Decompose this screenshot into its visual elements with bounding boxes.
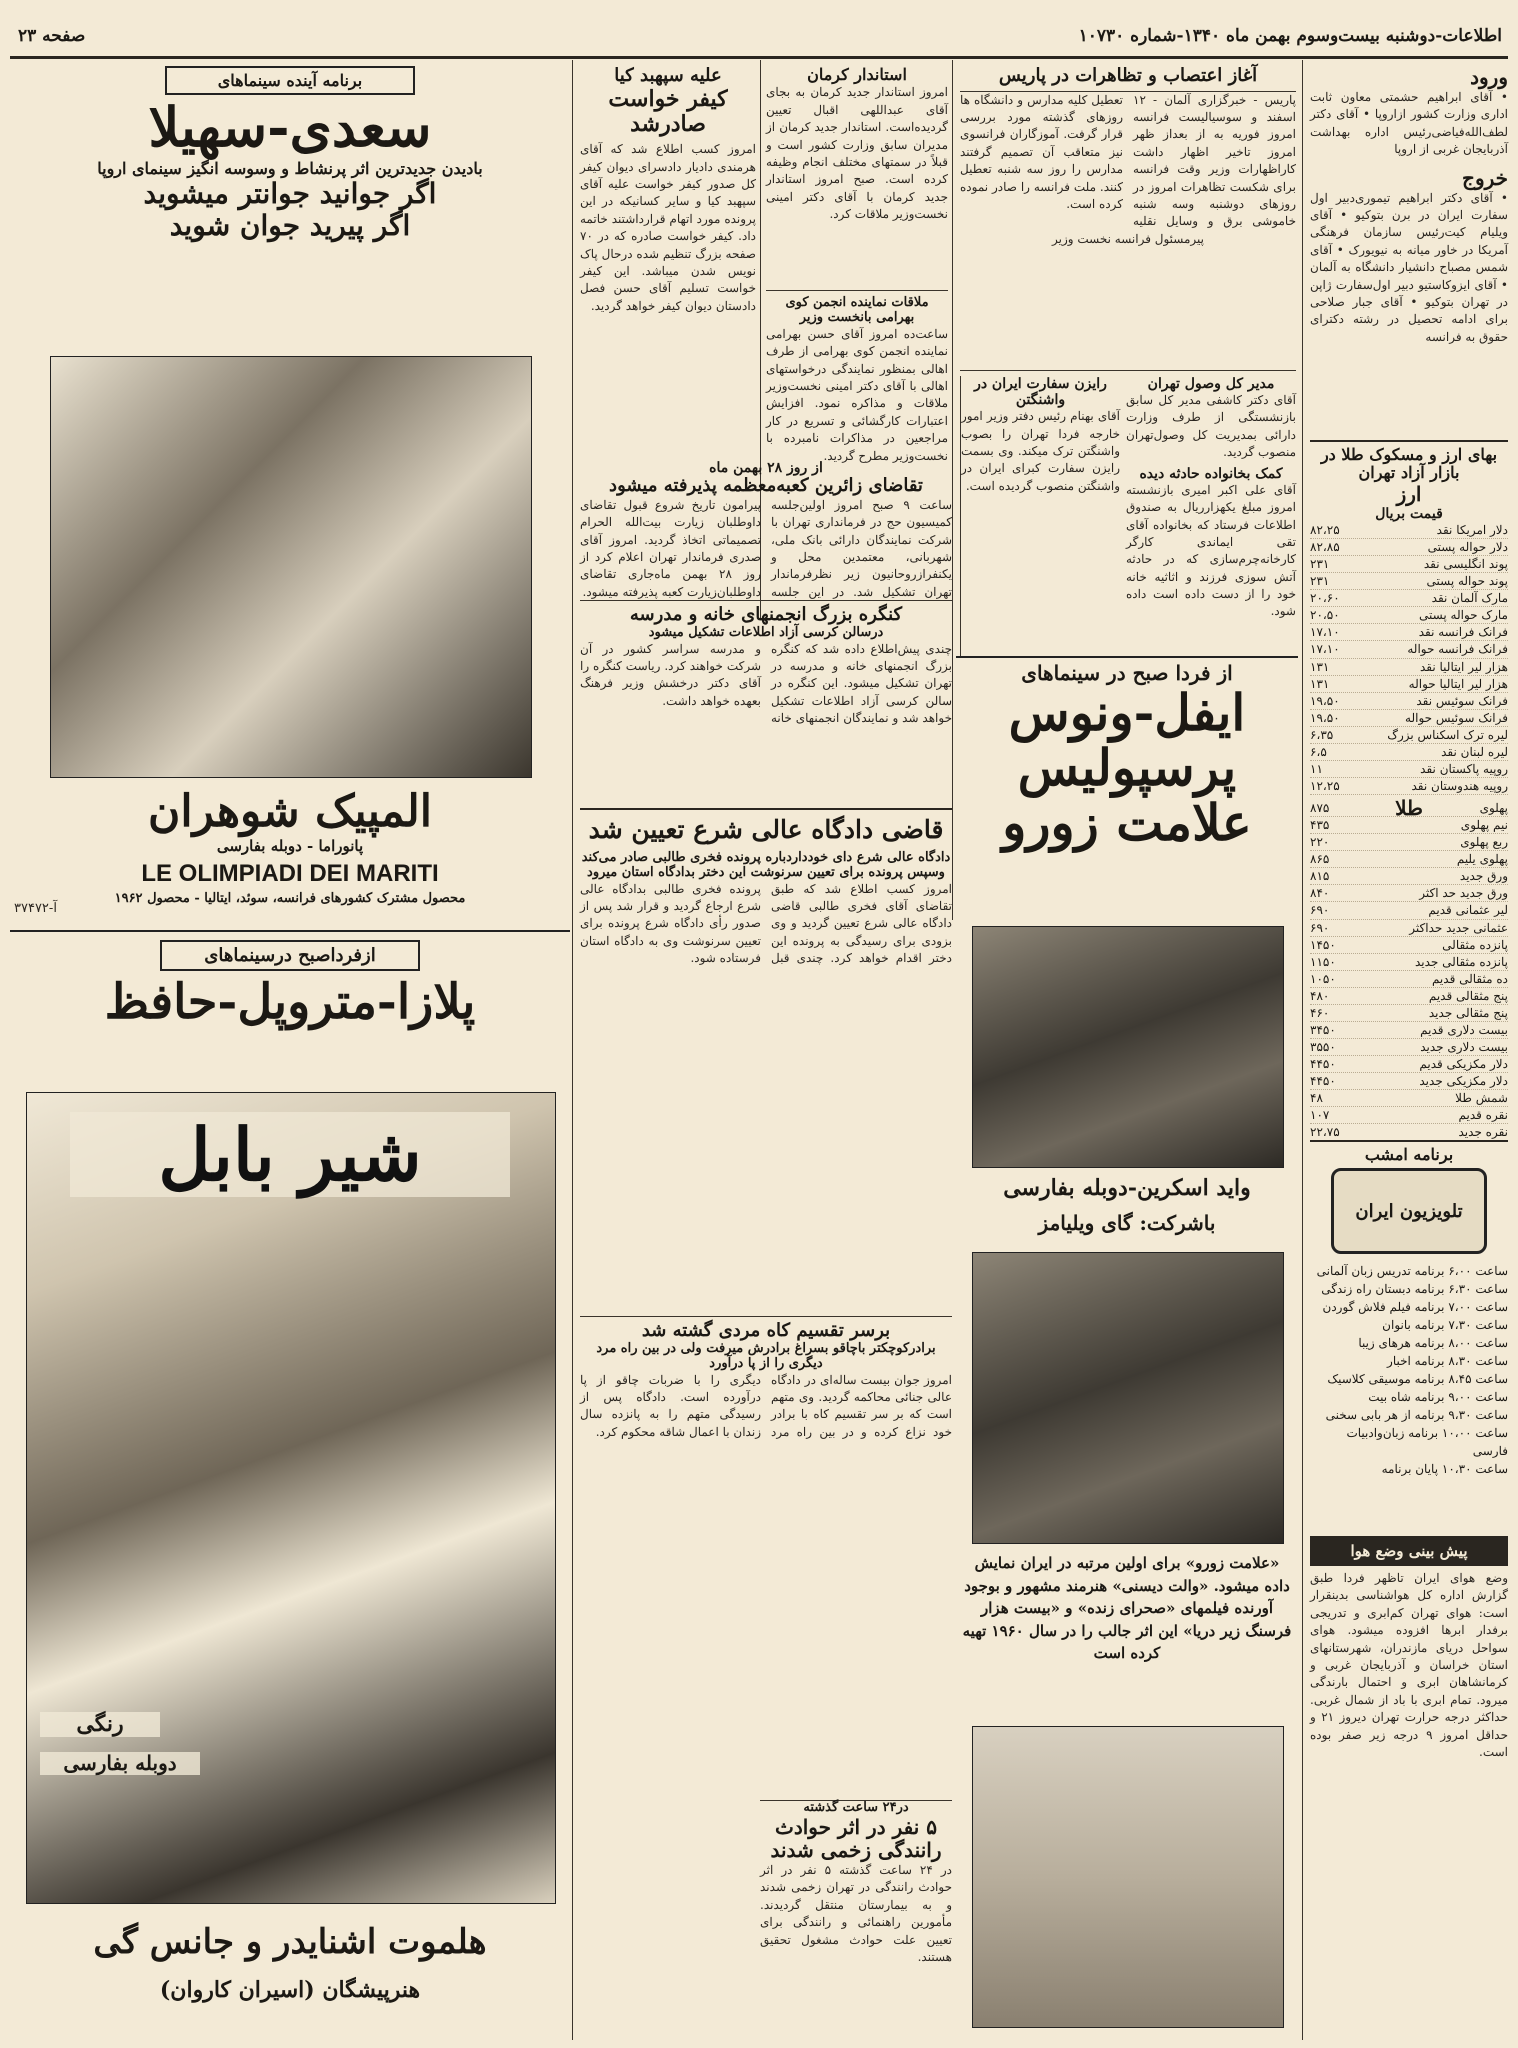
rate-value: ۱۰۷	[1310, 1108, 1330, 1123]
masthead-date-issue: اطلاعات-دوشنبه بیست‌وسوم بهمن ماه ۱۳۴۰-شماره ۱۰۷۳۰	[1078, 26, 1502, 46]
congress-subheadline: درسالن کرسی آزاد اطلاعات تشکیل میشود	[648, 624, 884, 640]
masthead-rule	[10, 56, 1508, 59]
column-divider	[572, 60, 573, 2040]
rate-row	[1310, 1039, 1508, 1056]
rate-row	[1310, 834, 1508, 851]
rate-row	[1310, 1124, 1508, 1141]
zorro-title: علامت زورو	[1002, 793, 1252, 852]
rate-value: ۱۹،۵۰	[1310, 710, 1340, 725]
rate-name: فرانک فرانسه نقد	[1418, 625, 1508, 640]
rate-value: ۲۲،۷۵	[1310, 1125, 1340, 1140]
meeting-text: ساعت‌ده امروز آقای حسن بهرامی نماینده انجمن کوی بهرامی از طرف اهالی بمنظور نمایندگی درخواستهای اهالی با آقای دکتر امینی نخست‌وزیر ملاقات و مذاکره نمود. افزایش اعتبارات کارگشائی و تسریع در کار مراجعین در مذاکرات نامبرده با نخست‌وزیر مطرح گردید.	[766, 326, 948, 463]
rate-name: لیره ترک اسکناس بزرگ	[1387, 727, 1508, 742]
murder-subheadline: برادرکوچکتر باچاقو بسراغ برادرش میرفت ولی در بین راه مرد دیگری را از پا درآورد	[596, 1340, 936, 1371]
rate-name: ورق جدید حد اکثر	[1419, 886, 1508, 901]
olympiad-poster-art	[50, 356, 532, 778]
departure-heading: خروج	[1462, 165, 1508, 190]
judge-headline: قاضی دادگاه عالی شرع تعیین شد	[588, 815, 944, 844]
murder-headline: برسر تقسیم کاه مردی گشته شد	[641, 1320, 891, 1341]
babylon-header: ازفرداصبح درسینماهای	[160, 940, 420, 971]
rate-name: مارک آلمان نقد	[1431, 591, 1508, 606]
rate-value: ۲۰،۶۰	[1310, 591, 1340, 606]
judge-text: امروز کسب اطلاع شد که طبق تقاضای آقای فخری طالبی قاضی دادگاه عالی شرع تعیین گردید و وی بزودی برای رسیدگی به پرونده این دختر اقدام خواهد کرد. چندی قبل پرونده فخری طالبی بدادگاه عالی شرع ارجاع گردید و قرار شد پس از صدور رأی دادگاه شرع پرونده برای تعیین سرنوشت وی به دادگاه استان فرستاده شود.	[580, 881, 952, 966]
kia-article	[580, 66, 756, 456]
rates-unit: قیمت بریال	[1375, 505, 1443, 522]
rate-name: پانزده مثقالی	[1442, 937, 1508, 952]
tv-item: ساعت ۸،۳۰ برنامه اخبار	[1387, 1354, 1508, 1369]
rate-name: دلار حواله پستی	[1427, 539, 1508, 554]
babylon-advert	[10, 930, 570, 2036]
rate-row	[1310, 800, 1508, 817]
rate-row	[1310, 1107, 1508, 1124]
babylon-stars: هلموت اشنایدر و جانس گی	[93, 1922, 487, 1962]
accident-headline: ۵ نفر در اثر حوادث رانندگی زخمی شدند	[770, 1814, 942, 1862]
rate-value: ۳۵۵۰	[1310, 1040, 1336, 1055]
rate-row	[1310, 1056, 1508, 1073]
kerman-text: امروز استاندار جدید کرمان به بجای آقای عبداللهی اقبال تعیین گردیده‌است. استاندار جدید کرمان از مدیران سابق وزارت کشور است و قبلاً در سمتهای مختلف انجام وظیفه کرده است. صبح امروز استاندار جدید کرمان با آقای دکتر امینی نخست‌وزیر ملاقات کرد.	[766, 85, 948, 222]
accident-text: در ۲۴ ساعت گذشته ۵ نفر در اثر حوادث رانندگی در تهران زخمی شدند و به بیمارستان منتقل گردیدند. مأمورین راهنمائی و رانندگی برای تعیین علت حوادث مشغول تحقیق هستند.	[760, 1862, 952, 1964]
kia-headline: کیفر خواست صادرشد	[608, 85, 728, 137]
judge-article	[580, 808, 952, 1308]
rate-name: شمش طلا	[1455, 1091, 1508, 1106]
zorro-star: باشرکت: گای ویلیامز	[1038, 1211, 1216, 1235]
accident-kicker: در۲۴ ساعت گذشته	[803, 1800, 909, 1815]
departure-text: • آقای دکتر ابراهیم تیموری‌دبیر اول سفارت ایران در برن بتوکیو • آقای ویلیام کیت‌رئیس سازمان فرهنگی آمریکا در خاور میانه به نیویورک • آقای شمس مصباح دانشیار دانشگاه به آلمان • آقای ایزو‌کاستیو دبیر اول‌سفارت ژاپن در تهران بتوکیو • آقای جبار صلاحی برای ادامه تحصیل در رشته دکترای حقوق به فرانسه	[1310, 190, 1508, 344]
murder-text: امروز جوان بیست ساله‌ای در دادگاه عالی جنائی محاکمه گردید. وی متهم است که بر سر تقسیم کاه با برادر خود نزاع کرده و در بین راه مرد دیگری را با ضربات چاقو از پا درآورده است. دادگاه پس از رسیدگی متهم را به پانزده سال زندان با اعمال شاقه محکوم کرد.	[580, 1372, 952, 1439]
rate-row	[1310, 607, 1508, 624]
kia-text: امروز کسب اطلاع شد که آقای هرمندی دادیار دادسرای دیوان کیفر کل صدور کیفر خواست علیه آقای سپهبد کیا و سایر کسانیکه در این پرونده مورد اتهام قرارداشتند خاتمه داد. کیفر خواست صادره که در ۷۰ صفحه بزرگ تنظیم شده درحال پاک نویس شدن میباشد. این کیفر خواست تسلیم آقای حسن فصل دادستان دیوان کیفر خواهد گردید.	[580, 142, 756, 313]
tv-item: ساعت ۱۰،۳۰ پایان برنامه	[1381, 1462, 1508, 1477]
embassy-headline: رایزن سفارت ایران در واشنگتن	[974, 376, 1107, 409]
rate-name: پانزده مثقالی جدید	[1414, 954, 1508, 969]
rate-row	[1310, 1022, 1508, 1039]
rate-value: ۲۳۱	[1310, 557, 1330, 572]
rate-row	[1310, 954, 1508, 971]
rate-row	[1310, 590, 1508, 607]
tv-heading: برنامه امشب	[1364, 1145, 1454, 1164]
rate-name: بیست دلاری قدیم	[1420, 1023, 1508, 1038]
rate-row	[1310, 885, 1508, 902]
rate-value: ۱۷،۱۰	[1310, 625, 1340, 640]
rate-name: ده مثقالی قدیم	[1431, 971, 1508, 986]
help-text: آقای علی اکبر امیری بازنشسته امروز مبلغ یکهزارریال به صندوق اطلاعات فرستاد که بخانواده آقای تقی ایماندی کارگر کارخانه‌چرم‌سازی که در حادثه آتش سوزی فرزند و اثاثیه خانه خود را از دست داده است داده شود.	[1126, 482, 1296, 619]
pilgrim-date: از روز ۲۸ بهمن ماه	[709, 460, 823, 476]
rate-value: ۴۸۰	[1310, 988, 1330, 1003]
olympiad-tagline-3: اگر پیرید جوان شوید	[169, 209, 411, 243]
olympiad-cinemas: سعدی-سهیلا	[148, 95, 432, 159]
rate-row	[1310, 676, 1508, 693]
pilgrim-headline: تقاضای زائرین کعبه‌معظمه پذیرفته میشود	[609, 475, 923, 497]
rate-value: ۶،۵	[1310, 744, 1327, 759]
rate-value: ۶،۳۵	[1310, 727, 1334, 742]
zorro-advert	[956, 656, 1298, 2036]
accident-article	[760, 1800, 952, 2036]
rate-value: ۸۱۵	[1310, 869, 1330, 884]
tv-item: ساعت ۹،۳۰ برنامه از هر بابی سخنی	[1325, 1408, 1508, 1423]
rate-row	[1310, 817, 1508, 834]
meeting-headline: ملاقات نماینده انجمن کوی بهرامی بانخست وزیر	[785, 295, 929, 325]
rate-row	[1310, 988, 1508, 1005]
zorro-cinemas-line1: ایفل-ونوس	[1008, 683, 1246, 742]
tv-logo	[1331, 1168, 1487, 1254]
congress-headline: کنگره بزرگ انجمنهای خانه و مدرسه	[629, 604, 903, 625]
zorro-still-rooftop	[972, 926, 1284, 1168]
rates-subheading: ارز	[1396, 481, 1422, 506]
babylon-cast: هنرپیشگان (اسیران کاروان)	[159, 1977, 421, 2003]
rate-name: نیم پهلوی	[1460, 818, 1508, 833]
arrival-heading: ورود	[1470, 65, 1508, 89]
rate-value: ۴۶۰	[1310, 1005, 1330, 1020]
rate-name: بیست دلاری جدید	[1420, 1040, 1508, 1055]
help-headline: کمک بخانواده حادثه دیده	[1139, 465, 1283, 482]
rate-name: ورق جدید	[1459, 869, 1508, 884]
rate-row	[1310, 744, 1508, 761]
judge-subheadline: دادگاه عالی شرع دای خودداردباره پرونده فخری طالبی صادر می‌کند وسپس پرونده برای تعیین سرنوشت این دختر بدادگاه استان میرود	[581, 849, 951, 880]
paris-signoff: پیرمسئول فرانسه نخست وزیر	[1052, 231, 1204, 246]
rate-row	[1310, 659, 1508, 676]
ad-code: آ-۳۷۴۷۲	[14, 901, 57, 916]
rate-row	[1310, 556, 1508, 573]
olympiad-tagline-2: اگر جوانید جوانتر میشوید	[143, 177, 437, 211]
rate-value: ۱۲،۲۵	[1310, 779, 1340, 794]
rate-name: فرانک سوئیس نقد	[1416, 693, 1508, 708]
babylon-color: رنگی	[40, 1712, 160, 1737]
weather-box	[1310, 1536, 1508, 2036]
rate-row	[1310, 851, 1508, 868]
rate-name: پنج مثقالی جدید	[1428, 1005, 1508, 1020]
weather-text: وضع هوای ایران تاظهر فردا طبق گزارش اداره کل هواشناسی بدینقرار است: هوای تهران کم‌ابری و تدریجی برفدار ابرها افزوده میشود. هوای سواحل دریای مازندران، شهرستانهای استان خراسان و آذربایجان غربی و کرمانشاهان ابری و احتمال بارندگی میرود. تمام ابری با باد از شمال غربی. حداکثر درجه حرارت تهران دیروز ۲۱ و حداقل امروز ۹ درجه زیر صفر بوده است.	[1310, 1571, 1508, 1759]
paris-headline: آغاز اعتصاب و تظاهرات در پاریس	[960, 66, 1296, 92]
tehran-director-article	[1126, 376, 1296, 656]
rate-row	[1310, 573, 1508, 590]
rate-value: ۸۴۰	[1310, 886, 1330, 901]
arrival-text: • آقای ابراهیم حشمتی معاون ثابت اداری وزارت کشور ازاروپا • آقای دکتر لطف‌الله‌فیاضی‌رئیس اداره بهداشت آذربایجان غربی از اروپا	[1310, 90, 1508, 157]
rate-row	[1310, 710, 1508, 727]
babylon-poster-art	[26, 1092, 556, 1904]
paris-text: پاریس - خبرگزاری آلمان - ۱۲ اسفند و سوسیالیست فرانسه امروز فوریه به از بعداز ظهر امروز تاخیر اظهار داشت کاراظهارات وزیر وقت فرانسه برای شکست تظاهرات امروز در روزهای دوشنبه وسه شنبه خاموشی برق و وسایل نقلیه تعطیل کلیه مدارس و دانشگاه ها روزهای گذشته مورد بررسی قرار گرفت. آموزگاران فرانسوی نیز متعاقب آن تصمیم گرفتند مدارس را روز سه شنبه تعطیل کنند. ملت فرانسه را صادر نموده کرده است.	[960, 92, 1296, 229]
column-divider	[1302, 60, 1303, 2040]
rate-name: پهلوی	[1479, 801, 1508, 815]
rates-heading: بهای ارز و مسکوک طلا در بازار آزاد تهران	[1320, 445, 1498, 483]
olympiad-footer: محصول مشترک کشورهای فرانسه، سوئد، ایتالیا - محصول ۱۹۶۲	[114, 891, 466, 906]
rate-name: هزار لیر ایتالیا نقد	[1419, 659, 1508, 674]
rate-name: عثمانی جدید حداکثر	[1409, 920, 1508, 935]
rate-value: ۴۸	[1310, 1091, 1323, 1106]
weather-heading: پیش بینی وضع هوا	[1310, 1536, 1508, 1566]
rate-name: نقره قدیم	[1458, 1108, 1508, 1123]
rate-row	[1310, 778, 1508, 795]
rate-value: ۳۴۵۰	[1310, 1023, 1336, 1038]
rate-row	[1310, 920, 1508, 937]
masthead	[10, 22, 1508, 56]
rate-name: پوند حواله پستی	[1426, 574, 1508, 589]
zorro-description: «علامت زورو» برای اولین مرتبه در ایران نمایش داده میشود. «والت دیسنی» هنرمند مشهور و بوجود آورنده فیلمهای «صحرای زنده» و «بیست هزار فرسنگ زیر دریا» این اثر جالب را در سال ۱۹۶۰ تهیه کرده است	[962, 1554, 1292, 1662]
congress-text: چندی پیش‌اطلاع داده شد که کنگره بزرگ انجمنهای خانه و مدرسه در تهران تشکیل میشود. این کنگره در سالن کرسی آزاد اطلاعات تشکیل خواهد شد و نمایندگان انجمنهای خانه و مدرسه سراسر کشور در آن شرکت خواهند کرد. ریاست کنگره را آقای دکتر درخشش وزیر فرهنگ بعهده خواهد داشت.	[580, 641, 952, 726]
rate-row	[1310, 641, 1508, 658]
rate-name: روپیه هندوستان نقد	[1411, 779, 1508, 794]
tv-item: ساعت ۷،۰۰ برنامه فیلم فلاش گوردن	[1322, 1300, 1508, 1315]
divider	[960, 370, 1296, 371]
rate-value: ۴۴۵۰	[1310, 1074, 1336, 1089]
rate-row	[1310, 624, 1508, 641]
olympiad-latin-title: LE OLIMPIADI DEI MARITI	[141, 860, 439, 887]
rate-value: ۱۹،۵۰	[1310, 693, 1340, 708]
babylon-title: شیر بابل	[70, 1112, 510, 1197]
gold-heading: طلا	[1395, 796, 1423, 821]
rate-name: مارک حواله پستی	[1419, 608, 1508, 623]
rate-row	[1310, 1005, 1508, 1022]
rate-name: پهلوی یلیم	[1456, 852, 1508, 867]
rate-value: ۱۴۵۰	[1310, 937, 1336, 952]
rate-name: پوند انگلیسی نقد	[1423, 557, 1508, 572]
rate-name: ربع پهلوی	[1460, 835, 1508, 850]
tv-item: ساعت ۸،۰۰ برنامه هرهای زیبا	[1358, 1336, 1508, 1351]
rate-value: ۲۰،۵۰	[1310, 608, 1340, 623]
rate-row	[1310, 1073, 1508, 1090]
rate-row	[1310, 761, 1508, 778]
rate-value: ۱۰۵۰	[1310, 971, 1336, 986]
pilgrim-article	[580, 460, 953, 599]
rate-value: ۱۱۵۰	[1310, 954, 1336, 969]
kia-kicker: علیه سپهبد کیا	[614, 65, 722, 86]
currency-list	[1310, 522, 1508, 795]
rate-row	[1310, 727, 1508, 744]
column-divider	[952, 60, 953, 920]
rate-name: فرانک سوئیس حواله	[1405, 710, 1508, 725]
zorro-header: از فردا صبح در سینماهای	[956, 656, 1298, 685]
congress-article	[580, 600, 952, 800]
rate-value: ۱۷،۱۰	[1310, 642, 1340, 657]
olympiad-credit: پانوراما - دوبله بفارسی	[216, 837, 364, 855]
tv-program	[1310, 1140, 1508, 1530]
rate-row	[1310, 971, 1508, 988]
kerman-headline: استاندار کرمان	[807, 65, 907, 84]
olympiad-tagline: بادیدن جدیدترین اثر پرنشاط و وسوسه انگیز سینمای اروپا	[97, 158, 483, 178]
tv-logo-text: تلویزیون ایران	[1355, 1200, 1463, 1222]
rate-name: پنج مثقالی قدیم	[1428, 988, 1508, 1003]
rate-name: فرانک فرانسه حواله	[1407, 642, 1508, 657]
rate-row	[1310, 522, 1508, 539]
zorro-cinemas-line2: پرسپولیس	[1017, 738, 1237, 797]
rate-value: ۱۱	[1310, 761, 1323, 776]
rate-value: ۸۶۵	[1310, 852, 1330, 867]
rate-row	[1310, 539, 1508, 556]
rate-row	[1310, 902, 1508, 919]
babylon-cinemas: پلازا-متروپل-حافظ	[104, 974, 476, 1030]
page-number: صفحه ۲۳	[18, 26, 86, 46]
rate-row	[1310, 868, 1508, 885]
olympiad-advert	[10, 66, 570, 916]
rate-row	[1310, 937, 1508, 954]
rate-value: ۶۹۰	[1310, 903, 1330, 918]
tv-item: ساعت ۹،۰۰ برنامه شاه بیت	[1368, 1390, 1508, 1405]
tv-item: ساعت ۶،۰۰ برنامه تدریس زبان آلمانی	[1316, 1264, 1508, 1279]
zorro-still-portrait	[972, 1252, 1284, 1544]
rate-name: لیر عثمانی قدیم	[1428, 903, 1508, 918]
paris-strike-article	[960, 66, 1296, 366]
olympiad-header: برنامه آینده سینماهای	[165, 66, 415, 95]
kerman-article	[766, 66, 948, 286]
tv-item: ساعت ۱۰،۰۰ برنامه زبان‌وادبیات فارسی	[1346, 1426, 1508, 1459]
rate-value: ۲۳۱	[1310, 574, 1330, 589]
tv-item: ساعت ۸،۴۵ برنامه موسیقی کلاسیک	[1327, 1372, 1508, 1387]
rate-name: دلار مکزیکی جدید	[1419, 1074, 1508, 1089]
tv-schedule	[1310, 1262, 1508, 1478]
divider	[766, 290, 948, 291]
rate-name: هزار لیر ایتالیا حواله	[1408, 676, 1508, 691]
tehran-headline: مدیر کل وصول تهران	[1147, 376, 1275, 392]
embassy-text: آقای بهنام رئیس دفتر وزیر امور خارجه فردا تهران را بصوب واشنگتن ترک میکند. وی بسمت رایزن سفارت کبرای ایران در واشنگتن منصوب گردیده است.	[961, 409, 1120, 493]
rate-row	[1310, 1090, 1508, 1107]
rate-name: لیره لبنان نقد	[1441, 744, 1508, 759]
zorro-format: واید اسکرین-دوبله بفارسی	[1003, 1175, 1251, 1201]
olympiad-title: المپیک شوهران	[148, 786, 432, 837]
zorro-still-horse	[972, 1726, 1284, 2028]
tv-item: ساعت ۷،۳۰ برنامه بانوان	[1382, 1318, 1508, 1333]
babylon-dub: دوبله بفارسی	[40, 1752, 200, 1775]
rate-name: نقره جدید	[1458, 1125, 1508, 1140]
rate-value: ۲۲۰	[1310, 835, 1330, 850]
rate-name: دلار مکزیکی قدیم	[1419, 1057, 1508, 1072]
murder-article	[580, 1316, 952, 1796]
rate-value: ۱۳۱	[1310, 659, 1330, 674]
rate-value: ۸۲،۸۵	[1310, 539, 1340, 554]
tehran-text: آقای دکتر کاشفی مدیر کل سابق بازنشستگی از طرف وزارت دارائی بمدیریت کل وصول‌تهران منصوب گردید.	[1126, 393, 1296, 460]
pilgrim-text: ساعت ۹ صبح امروز اولین‌جلسه کمیسیون حج در فرمانداری تهران با شرکت نمایندگان دارائی بانک ملی، شهربانی، معتمدین محل و یکنفرازروحانیون زیر نظرفرماندار تهران تشکیل شد. در این جلسه پیرامون تاریخ شروع قبول تقاضای داوطلبان زیارت بیت‌الله الحرام تصمیماتی اتخاذ گردید. امروز آقای صدری فرماندار تهران اعلام کرد از روز ۲۸ بهمن ماه‌جاری تقاضای داوطلبان‌زیارت کعبه پذیرفته میشود.	[580, 497, 953, 599]
rate-name: روپیه پاکستان نقد	[1420, 761, 1508, 776]
rate-value: ۶۹۰	[1310, 920, 1330, 935]
tv-item: ساعت ۶،۳۰ برنامه دبستان راه زندگی	[1321, 1282, 1508, 1297]
embassy-article	[960, 376, 1120, 656]
rate-name: دلار امریکا نقد	[1436, 522, 1508, 537]
rate-value: ۸۲،۲۵	[1310, 522, 1340, 537]
rate-value: ۸۷۵	[1310, 801, 1330, 815]
rate-value: ۱۳۱	[1310, 676, 1330, 691]
rate-value: ۴۳۵	[1310, 818, 1330, 833]
rate-value: ۴۴۵۰	[1310, 1057, 1336, 1072]
rate-row	[1310, 693, 1508, 710]
